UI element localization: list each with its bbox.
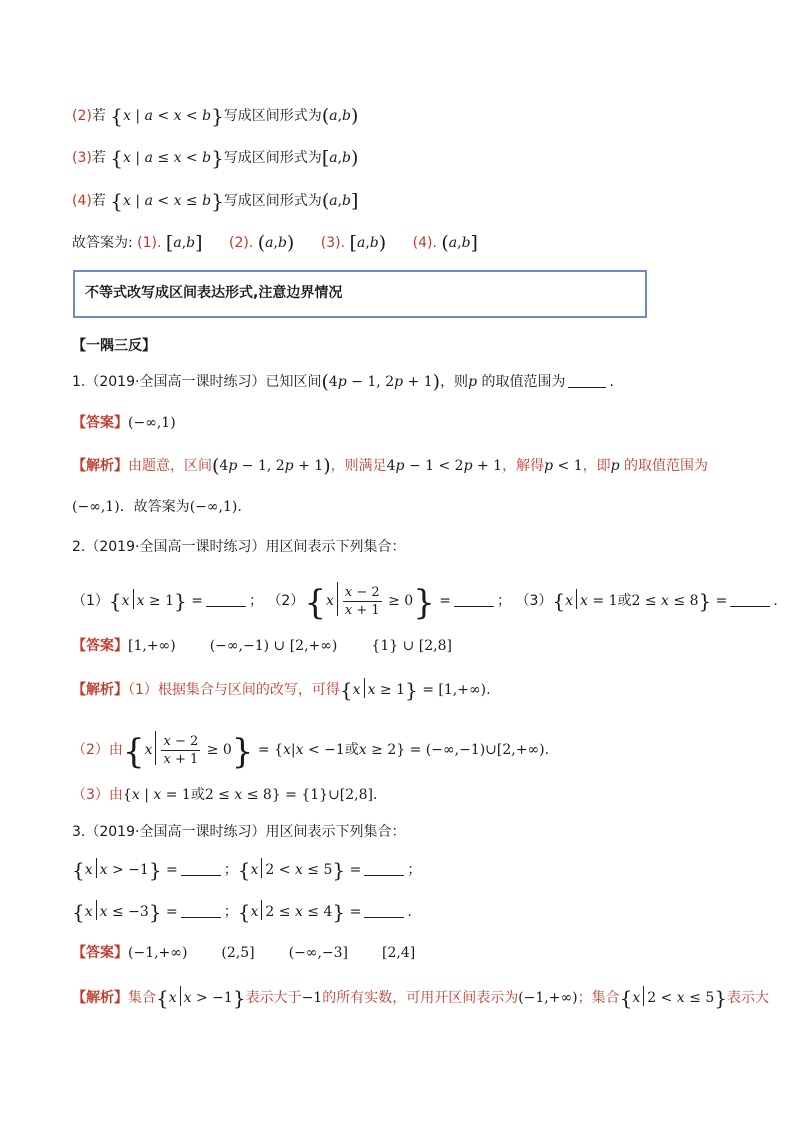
- case-text: 若: [91, 150, 106, 166]
- question-2-stem: [72, 537, 405, 557]
- analysis-text: ，则满足: [330, 458, 387, 474]
- part-label: （3）: [515, 593, 553, 609]
- analysis-text: ；集合: [577, 990, 620, 1006]
- answer-value: (−∞,−3]: [288, 945, 349, 961]
- answer-blank: [364, 905, 404, 918]
- answer-blank: [730, 594, 770, 607]
- answer-value: {1} ∪ [2,8]: [371, 638, 452, 654]
- analysis-text: 表示大: [726, 990, 769, 1006]
- analysis-tag: 【解析】: [72, 682, 128, 698]
- set-expression: {x | x = 1或2 ≤ x ≤ 8} =: [122, 787, 302, 803]
- case-text: 写成区间形式为: [223, 193, 322, 209]
- question-1-answer: [72, 413, 176, 433]
- or-word: 或: [617, 593, 632, 609]
- analysis-text: 由题意，区间: [128, 458, 212, 474]
- interval-expression: (a,b): [321, 105, 359, 127]
- question-1-stem: 1.（2019·全国高一课时练习）已知区间(4p − 1, 2p + 1)，则p 的取值范围为 .: [72, 371, 614, 393]
- analysis-text: （3）由: [72, 787, 123, 803]
- analysis-text: ．故答案为: [119, 499, 190, 515]
- analysis-tag: 【解析】: [72, 458, 128, 474]
- question-3-analysis: [72, 986, 769, 1008]
- answer-item-label: (4).: [412, 235, 437, 251]
- set-expression: {x 2 < x ≤ 5} =: [237, 858, 362, 882]
- analysis-value: (−∞,1): [72, 499, 120, 515]
- answer-blank: [568, 375, 606, 388]
- answer-value: (−1,+∞): [518, 990, 578, 1006]
- interval-expression: (a,b]: [321, 190, 359, 212]
- question-text: ，则: [440, 374, 469, 390]
- analysis-text: 的所有实数，可用开区间表示为: [322, 990, 519, 1006]
- inequality-expression: p < 1: [544, 458, 583, 474]
- answer-value: (2,5]: [221, 945, 255, 961]
- set-expression: {x | a < x < b}: [110, 104, 224, 128]
- set-expression: {x x > −1} =: [72, 858, 178, 882]
- answer-value: (−∞,1): [128, 415, 176, 431]
- answer-interval: (a,b): [257, 232, 295, 254]
- set-expression: {x x ≥ 1} =: [108, 589, 203, 613]
- inequality-expression: 4p − 1 < 2p + 1: [386, 458, 503, 474]
- analysis-text: （1）根据集合与区间的改写，可得: [128, 682, 340, 698]
- answer-item-label: (3).: [320, 235, 346, 251]
- set-expression: {x | a ≤ x < b}: [110, 146, 224, 170]
- answer-interval: [a,b): [349, 232, 387, 254]
- set-expression: {x x ≥ 1} =: [339, 678, 439, 702]
- analysis-text: （2）由: [72, 742, 123, 758]
- analysis-text: 表示大于: [245, 990, 302, 1006]
- case-text: 写成区间形式为: [223, 108, 322, 124]
- answer-blank: [181, 863, 221, 876]
- question-3-answer: [72, 943, 415, 963]
- analysis-text: 集合: [128, 990, 156, 1006]
- answer-tag: 【答案】: [72, 638, 128, 654]
- answer-blank: [454, 594, 494, 607]
- question-text: 的取值范围为: [481, 374, 566, 390]
- section-title: 【一隅三反】: [72, 338, 156, 354]
- case-label: (2): [72, 108, 92, 124]
- case-label: (4): [72, 193, 92, 209]
- analysis-text: 的取值范围为: [624, 458, 709, 474]
- case-text: 写成区间形式为: [223, 150, 322, 166]
- interval-expression: [a,b): [321, 147, 359, 169]
- case-label: (3): [72, 150, 92, 166]
- answer-blank: [364, 863, 404, 876]
- answer-item-label: (1).: [137, 235, 162, 251]
- case-4-line: [72, 191, 358, 211]
- analysis-value: (−∞,1): [189, 499, 238, 515]
- set-expression: {x x ≤ −3} =: [72, 900, 178, 924]
- analysis-text: ，解得: [502, 458, 545, 474]
- or-word: 或: [190, 787, 205, 803]
- part-label: （1）: [72, 593, 109, 609]
- tip-callout-box: [73, 270, 647, 318]
- set-expression: {x 2 ≤ x ≤ 4} =: [237, 900, 362, 924]
- variable-p: p: [468, 374, 478, 390]
- answer-tag: 【答案】: [72, 415, 128, 431]
- question-1-analysis-cont: (−∞,1)．故答案为(−∞,1).: [72, 499, 242, 515]
- answer-value: [2,4]: [382, 945, 416, 961]
- question-2-analysis-1: 【解析】（1）根据集合与区间的改写，可得{x x ≥ 1} = [1,+∞).: [72, 678, 491, 702]
- interval-expression: (4p − 1, 2p + 1): [321, 371, 441, 393]
- question-number: 2.: [72, 539, 86, 555]
- question-3-sets-row-1: {x x > −1} = ；{x 2 < x ≤ 5} = ；: [72, 858, 422, 882]
- question-3-stem: [72, 822, 405, 842]
- answer-blank: [181, 905, 221, 918]
- question-2-parts: （1）{x x ≥ 1} = ； （2）{x $\frac{x - 2}{x + 1}$ ≥ 0} = ； （3）{x x = 1或2 ≤ x ≤ 8} = .: [72, 583, 778, 623]
- question-text: 用区间表示下列集合：: [265, 539, 406, 555]
- question-text: 用区间表示下列集合：: [265, 824, 406, 840]
- question-source: （2019·全国高一课时练习）: [85, 539, 266, 555]
- answer-tag: 【答案】: [72, 945, 128, 961]
- set-expression: {x x > −1}: [156, 986, 246, 1010]
- case-2-line: [72, 106, 358, 126]
- answer-blank: [206, 594, 246, 607]
- set-expression: {x 2 < x ≤ 5}: [619, 986, 727, 1010]
- answer-value: (−∞,−1) ∪ [2,+∞): [209, 638, 338, 654]
- set-expression: {x $\frac{x - 2}{x + 1}$ ≥ 0} = {x|x < −1或x ≥ 2} =: [122, 732, 426, 772]
- analysis-value: {1}∪[2,8]: [301, 787, 373, 803]
- set-expression: {x $\frac{x - 2}{x + 1}$ ≥ 0} =: [304, 583, 452, 623]
- question-source: （2019·全国高一课时练习）: [85, 824, 266, 840]
- question-source: （2019·全国高一课时练习）: [85, 374, 266, 390]
- question-2-answer: [72, 636, 452, 656]
- set-expression: {x x = 1或2 ≤ x ≤ 8} =: [552, 589, 728, 613]
- variable-p: p: [610, 458, 620, 474]
- number-value: −1: [301, 990, 323, 1006]
- question-text: 已知区间: [265, 374, 322, 390]
- set-expression: {x | a < x ≤ b}: [110, 189, 224, 213]
- tip-callout-text: 不等式改写成区间表达形式,注意边界情况: [85, 285, 343, 301]
- or-word: 或: [344, 742, 359, 758]
- analysis-tag: 【解析】: [72, 990, 128, 1006]
- analysis-text: ，即: [582, 458, 611, 474]
- analysis-value: [1,+∞): [438, 682, 487, 698]
- answer-item-label: (2).: [228, 235, 254, 251]
- question-2-analysis-2: （2）由{x $\frac{x - 2}{x + 1}$ ≥ 0} = {x|x < −1或x ≥ 2} = (−∞,−1)∪[2,+∞).: [72, 732, 550, 772]
- answer-summary-line: [72, 233, 478, 253]
- question-number: 1.: [72, 374, 86, 390]
- part-label: （2）: [267, 593, 305, 609]
- case-3-line: [72, 148, 358, 168]
- answer-interval: [a,b]: [165, 232, 203, 254]
- answer-prefix: 故答案为:: [72, 235, 133, 251]
- case-text: 若: [91, 193, 106, 209]
- answer-interval: (a,b]: [441, 232, 478, 254]
- question-1-analysis: [72, 456, 708, 476]
- answer-value: [1,+∞): [128, 638, 176, 654]
- case-text: 若: [91, 108, 106, 124]
- question-3-sets-row-2: {x x ≤ −3} = ；{x 2 ≤ x ≤ 4} = .: [72, 900, 412, 924]
- answer-value: (−1,+∞): [128, 945, 188, 961]
- interval-expression: (4p − 1, 2p + 1): [212, 455, 331, 477]
- question-number: 3.: [72, 824, 86, 840]
- question-2-analysis-3: （3）由{x | x = 1或2 ≤ x ≤ 8} = {1}∪[2,8].: [72, 787, 378, 803]
- analysis-value: (−∞,−1)∪[2,+∞): [425, 742, 545, 758]
